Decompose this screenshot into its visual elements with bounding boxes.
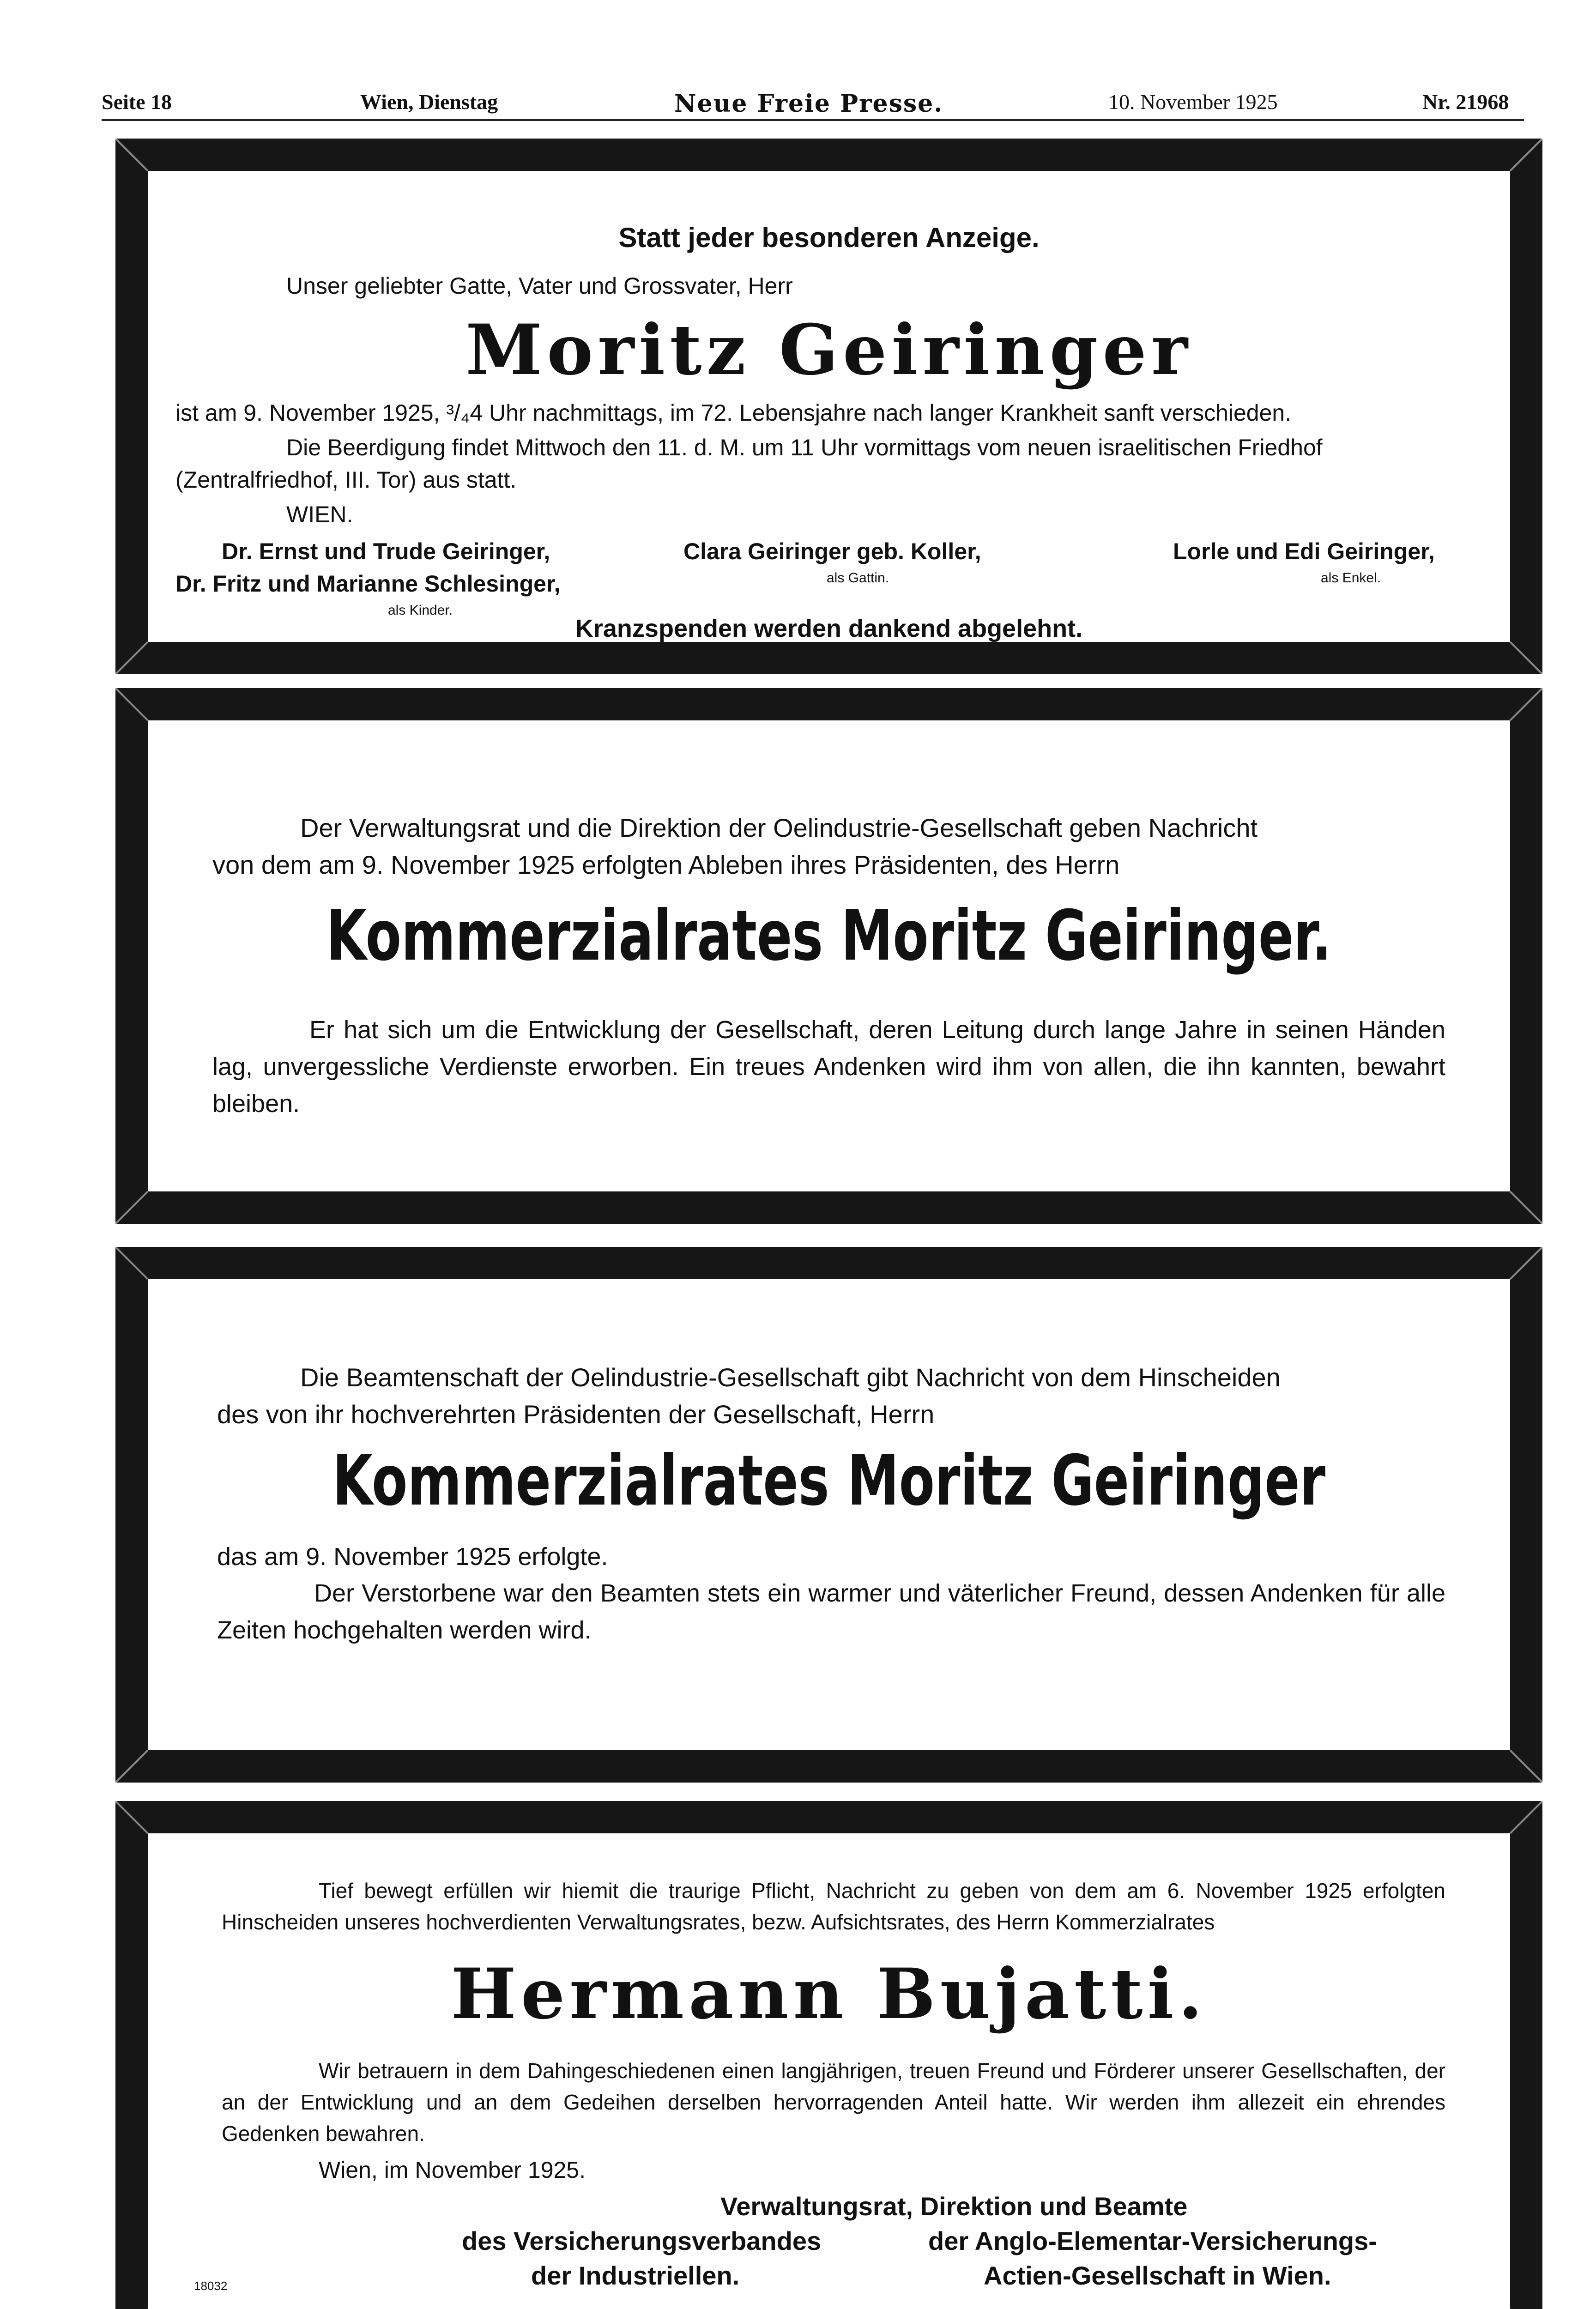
deceased-name: Hermann Bujatti. <box>451 1953 1207 2035</box>
obituary-notice-family <box>115 139 1542 674</box>
funeral-location: (Zentralfriedhof, III. Tor) aus statt. <box>175 467 517 493</box>
tribute-paragraph <box>217 1575 1445 1649</box>
date-line: das am 9. November 1925 erfolgte. <box>217 1543 608 1571</box>
ad-number: 18032 <box>194 2279 228 2293</box>
signatory-left-2: der Industriellen. <box>531 2261 740 2290</box>
deceased-name: Kommerzialrates Moritz Geiringer. <box>326 896 1332 976</box>
children-label: als Kinder. <box>388 603 453 618</box>
funeral-line: Die Beerdigung findet Mittwoch den 11. d. M. um 11 Uhr vormittags vom neuen israelitischen Friedhof <box>286 435 1323 460</box>
intro-line: Unser geliebter Gatte, Vater und Grossvater, Herr <box>286 273 793 299</box>
children-2: Dr. Fritz und Marianne Schlesinger, <box>175 571 561 597</box>
place-date: Wien, im November 1925. <box>319 2157 586 2183</box>
signatory-right-1: der Anglo-Elementar-Versicherungs- <box>928 2226 1377 2255</box>
intro-paragraph <box>222 1875 1445 1938</box>
tribute-text: Wir betrauern in dem Dahingeschiedenen einen langjährigen, treuen Freund und Förderer unserer Gesellschaften, der an der Entwicklung und an dem Gedeihen derselben hervorragenden Anteil hatte. Wir werden ihm allezeit ein ehrendes Gedenken bewahren. <box>222 2059 1445 2146</box>
widow-label: als Gattin. <box>827 570 889 586</box>
signatory-right-2: Actien-Gesellschaft in Wien. <box>984 2261 1331 2290</box>
grandchildren-label: als Enkel. <box>1321 570 1381 586</box>
tribute-paragraph <box>222 2055 1445 2149</box>
tribute-paragraph <box>212 1011 1445 1122</box>
grandchildren: Lorle und Edi Geiringer, <box>1173 538 1435 564</box>
city-day: Wien, Dienstag <box>360 90 498 114</box>
announcement-line-1: Der Verwaltungsrat und die Direktion der Oelindustrie-Gesellschaft geben Nachricht <box>300 813 1258 842</box>
header-rule <box>102 119 1524 121</box>
page-header <box>102 83 1519 120</box>
widow: Clara Geiringer geb. Koller, <box>683 538 981 564</box>
tribute-text: Er hat sich um die Entwicklung der Gesellschaft, deren Leitung durch lange Jahre in seinen Händen lag, unvergessliche Verdienste erworben. Ein treues Andenken wird ihm von allen, die ihn kannten, bewahrt bleiben. <box>212 1016 1445 1118</box>
announcement-line-2: von dem am 9. November 1925 erfolgten Ableben ihres Präsidenten, des Herrn <box>212 850 1120 879</box>
issue-date: 10. November 1925 <box>1108 90 1278 114</box>
obituary-notice-insurance <box>115 1801 1542 2309</box>
wreath-note: Kranzspenden werden dankend abgelehnt. <box>575 615 1083 642</box>
page-number: Seite 18 <box>102 90 172 114</box>
deceased-name: Moritz Geiringer <box>466 309 1192 391</box>
announcement-line-1: Die Beamtenschaft der Oelindustrie-Gesellschaft gibt Nachricht von dem Hinscheiden <box>300 1363 1281 1392</box>
obituary-notice-board <box>115 688 1542 1224</box>
death-line: ist am 9. November 1925, ³/₄4 Uhr nachmittags, im 72. Lebensjahre nach langer Krankheit sanft verschieden. <box>175 400 1292 426</box>
signatory-left-1: des Versicherungsverbandes <box>462 2226 822 2255</box>
signatories-heading: Verwaltungsrat, Direktion und Beamte <box>720 2192 1188 2221</box>
children-1: Dr. Ernst und Trude Geiringer, <box>222 538 550 564</box>
issue-number: Nr. 21968 <box>1422 90 1509 114</box>
obituary-notice-staff <box>115 1247 1542 1783</box>
headline: Statt jeder besonderen Anzeige. <box>618 222 1040 253</box>
place: WIEN. <box>286 502 353 527</box>
intro-text: Tief bewegt erfüllen wir hiemit die traurige Pflicht, Nachricht zu geben von dem am 6. November 1925 erfolgten Hinscheiden unseres hochverdienten Verwaltungsrates, bezw. Aufsichtsrates, des Herrn Kommerzialrates <box>222 1879 1445 1934</box>
announcement-line-2: des von ihr hochverehrten Präsidenten der Gesellschaft, Herrn <box>217 1400 935 1429</box>
tribute-text: Der Verstorbene war den Beamten stets ein warmer und väterlicher Freund, dessen Andenken für alle Zeiten hochgehalten werden wird. <box>217 1579 1445 1644</box>
newspaper-title: Neue Freie Presse. <box>674 90 943 118</box>
deceased-name: Kommerzialrates Moritz Geiringer <box>332 1441 1326 1521</box>
